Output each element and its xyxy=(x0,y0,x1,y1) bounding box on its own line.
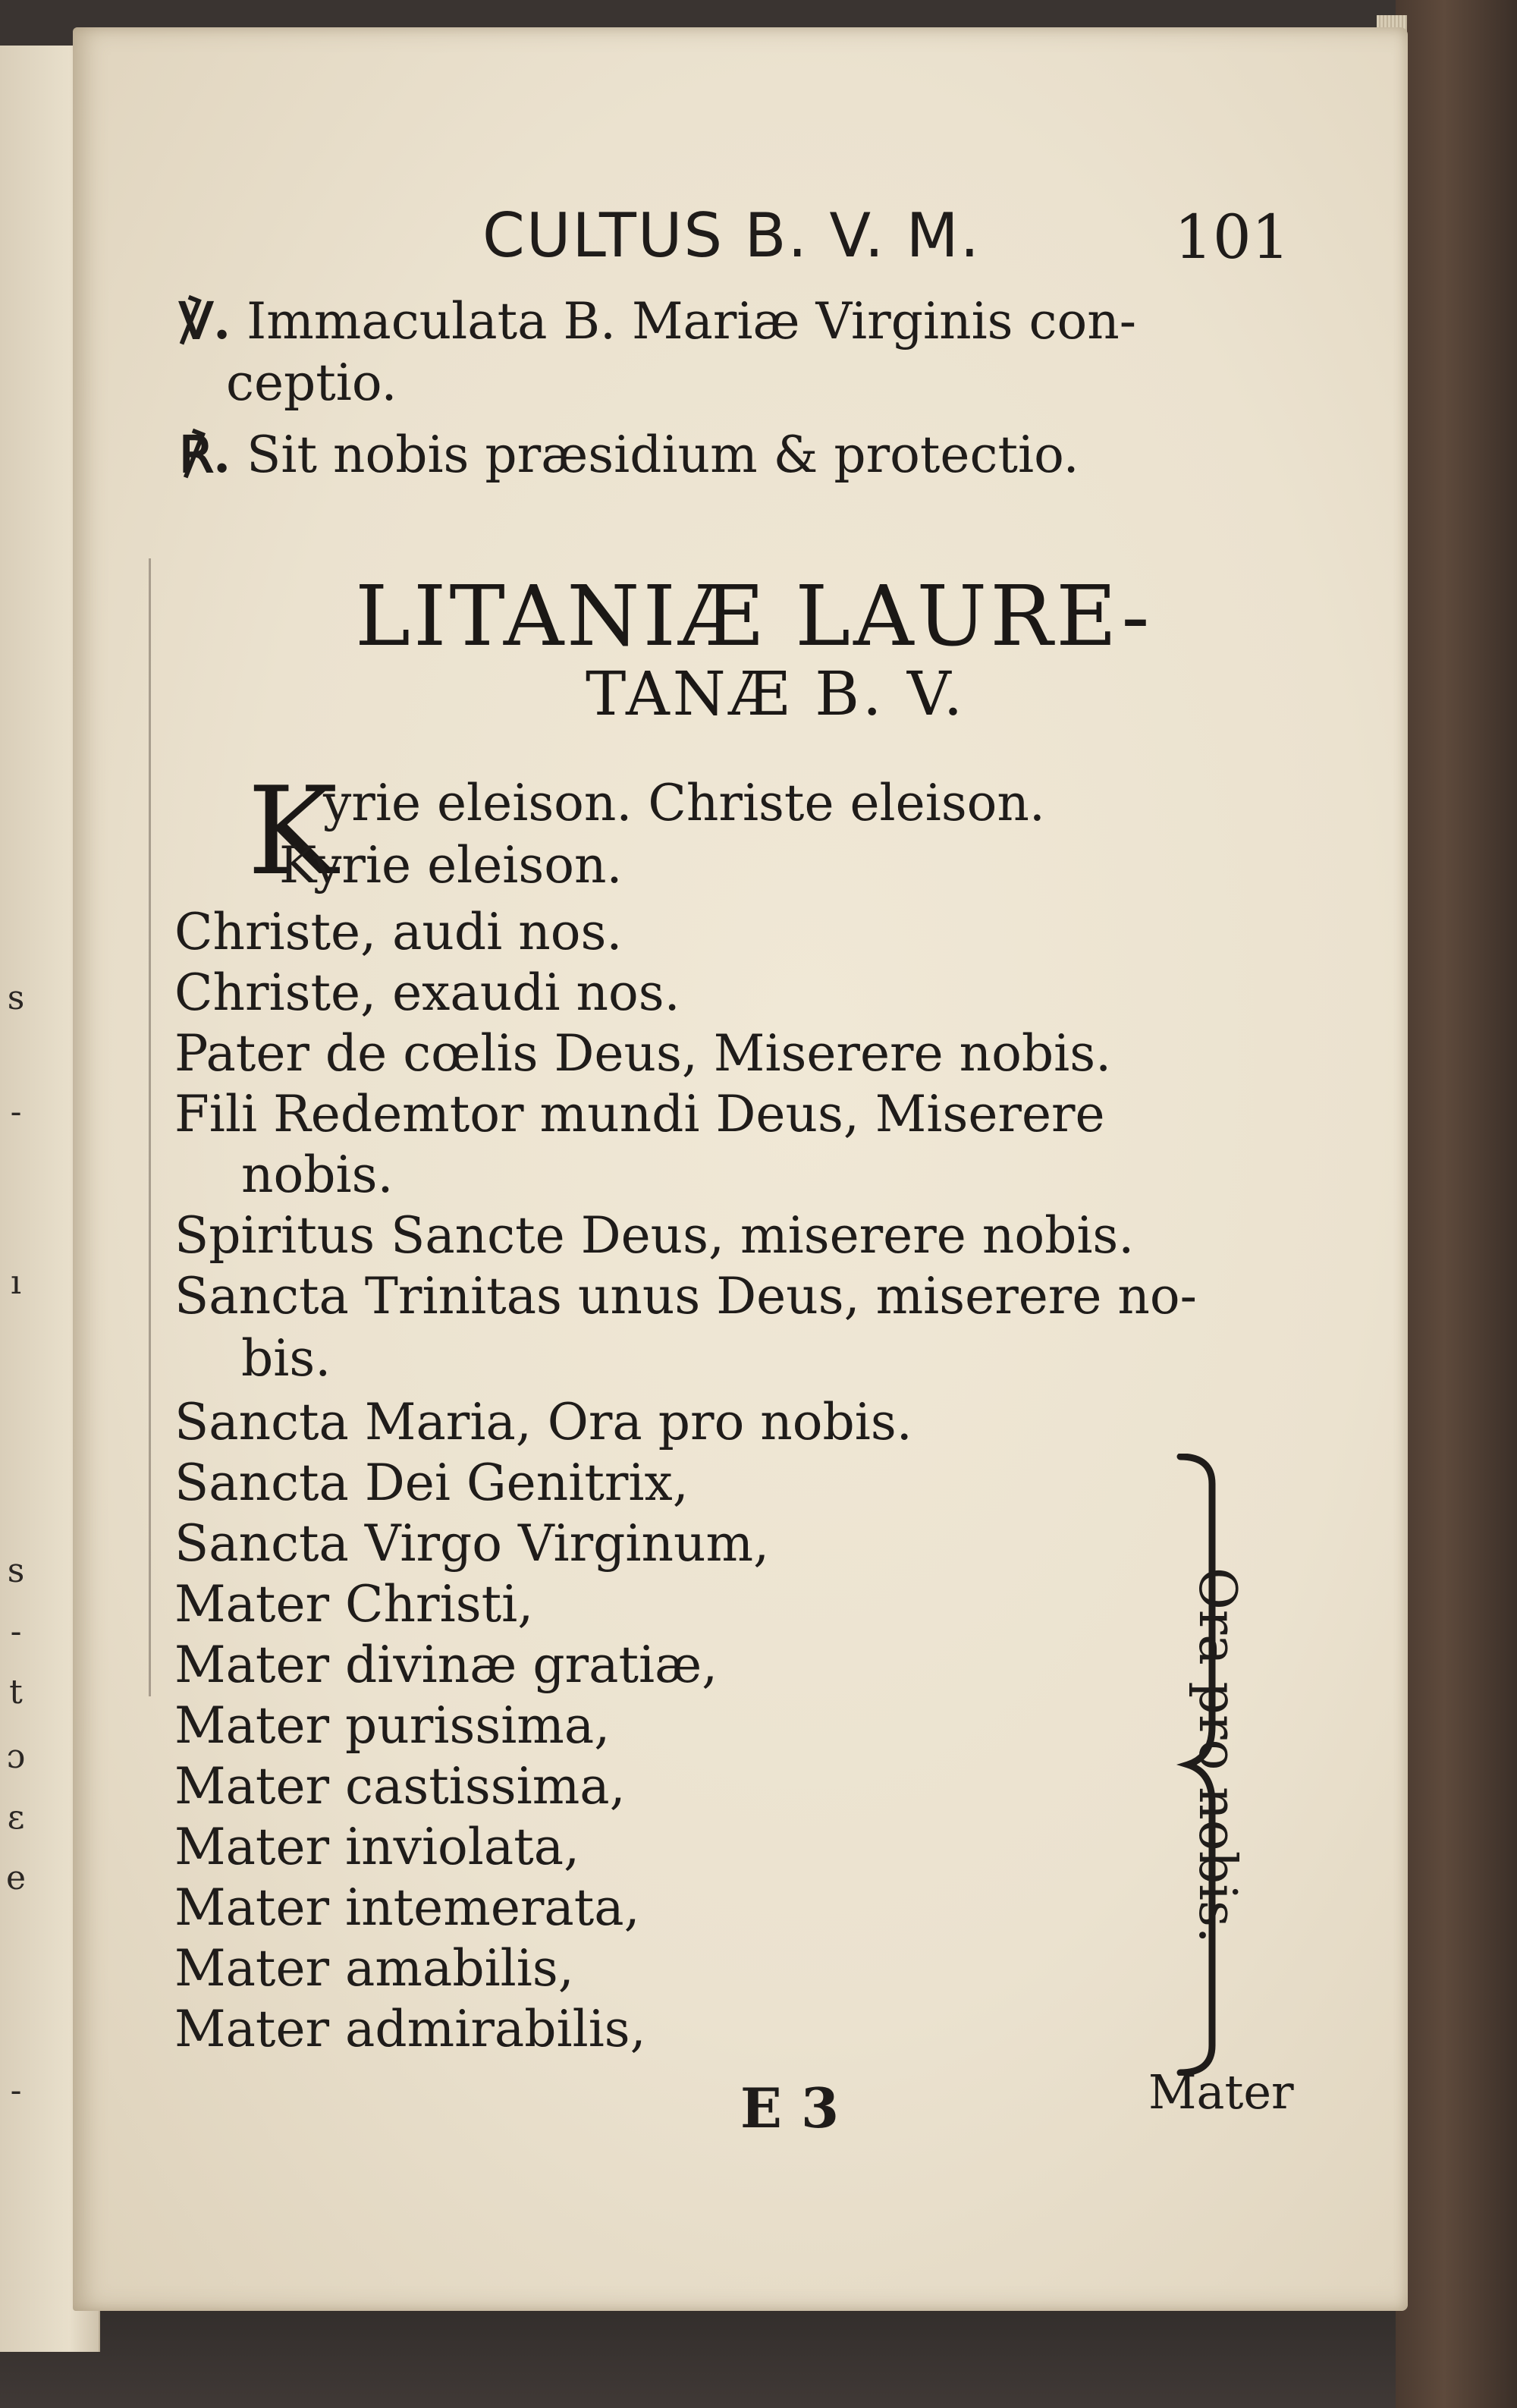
litany-line: yrie eleison. Christe eleison. xyxy=(323,774,1045,832)
margin-glyph: e xyxy=(5,1859,27,1897)
litany-line: Sancta Trinitas unus Deus, miserere no- xyxy=(174,1267,1197,1325)
catchword: Mater xyxy=(1148,2064,1294,2120)
litany-line: Sancta Dei Genitrix, xyxy=(174,1454,689,1512)
page-number: 101 xyxy=(1174,202,1290,272)
ora-pro-nobis-vertical: Ora pro nobis. xyxy=(1187,1567,1247,1944)
running-title: CULTUS B. V. M. xyxy=(482,200,981,271)
gutter-shadow xyxy=(149,558,151,1696)
margin-glyph: s xyxy=(7,979,25,1017)
litany-line: Pater de cœlis Deus, Miserere nobis. xyxy=(174,1024,1112,1083)
margin-glyph: s xyxy=(7,1551,25,1590)
litany-line: Sancta Maria, Ora pro nobis. xyxy=(174,1393,912,1451)
versicle-continuation: ceptio. xyxy=(226,354,397,412)
litany-line: Mater admirabilis, xyxy=(174,2000,646,2058)
litany-line: Sancta Virgo Virginum, xyxy=(174,1514,770,1573)
litany-line: Christe, audi nos. xyxy=(174,903,623,961)
litany-line: Mater purissima, xyxy=(174,1696,611,1755)
litany-line: Christe, exaudi nos. xyxy=(174,964,680,1022)
versicle-mark: ℣. xyxy=(179,291,231,351)
response-mark: ℟. xyxy=(179,425,231,484)
response-text: Sit nobis præsidium & protectio. xyxy=(247,426,1079,484)
margin-glyph: - xyxy=(10,1092,22,1131)
margin-glyph: - xyxy=(10,1612,22,1651)
margin-glyph: t xyxy=(9,1673,23,1712)
margin-glyph: ı xyxy=(10,1263,22,1302)
litany-line: Mater amabilis, xyxy=(174,1939,574,1998)
litany-line: Mater divinæ gratiæ, xyxy=(174,1636,718,1694)
litany-line: bis. xyxy=(241,1329,331,1388)
response-line xyxy=(179,425,1079,484)
margin-glyph: ɛ xyxy=(7,1798,25,1837)
litany-line: Spiritus Sancte Deus, miserere nobis. xyxy=(174,1206,1135,1265)
litany-line: Kyrie eleison. xyxy=(279,836,623,894)
drop-cap: K xyxy=(247,760,338,902)
litany-line: Mater inviolata, xyxy=(174,1818,580,1876)
litany-line: nobis. xyxy=(241,1146,394,1204)
litany-title: LITANIÆ LAURE- xyxy=(355,567,1153,665)
versicle-text: Immaculata B. Mariæ Virginis con- xyxy=(247,292,1137,351)
margin-glyph: ɔ xyxy=(6,1737,26,1776)
litany-line: Fili Redemtor mundi Deus, Miserere xyxy=(174,1085,1105,1143)
versicle-line xyxy=(179,291,1137,351)
litany-line: Mater castissima, xyxy=(174,1757,626,1815)
litany-line: Mater intemerata, xyxy=(174,1878,640,1937)
book-page xyxy=(73,27,1408,2311)
margin-glyph: - xyxy=(10,2071,22,2110)
signature-mark: E 3 xyxy=(740,2076,840,2140)
litany-line: Mater Christi, xyxy=(174,1575,534,1633)
book-cover-edge xyxy=(1396,0,1517,2408)
litany-subtitle: TANÆ B. V. xyxy=(586,659,966,729)
